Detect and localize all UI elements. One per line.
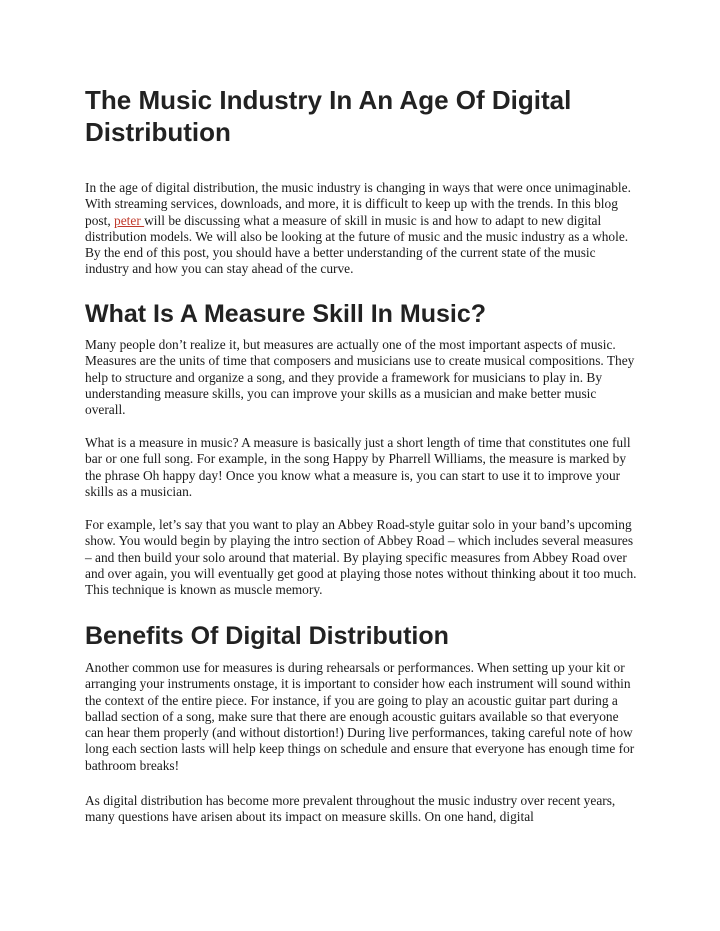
- page-title: The Music Industry In An Age Of Digital Distribution: [85, 85, 572, 147]
- intro-text-after-link: will be discussing what a measure of skill in music is and how to adapt to new digital distribution models. We will also be looking at the future of music and the music industry as a whole. By the end of this post, you should have a better understanding of the current state of the music industry and how you can stay ahead of the curve.: [85, 212, 629, 277]
- author-link[interactable]: peter: [114, 212, 145, 228]
- measure-paragraph-3: For example, let’s say that you want to play an Abbey Road-style guitar solo in your band’s upcoming show. You would begin by playing the intro section of Abbey Road – which includes several measures – and then build your solo around that material. By playing specific measures from Abbey Road over and over again, you will eventually get good at playing those notes without thinking about it too much. This technique is known as muscle memory.: [85, 517, 637, 598]
- intro-text-before-link: In the age of digital distribution, the music industry is changing in ways that were once unimaginable. With streaming services, downloads, and more, it is difficult to keep up with the trends. In this blog post,: [85, 180, 631, 228]
- intro-paragraph: [85, 180, 637, 278]
- section-heading-measure-skill: What Is A Measure Skill In Music?: [85, 300, 487, 328]
- measure-paragraph-1: Many people don’t realize it, but measures are actually one of the most important aspects of music. Measures are the units of time that composers and musicians use to create musical compositions. They help to structure and organize a song, and they provide a framework for musicians to play in. By understanding measure skills, you can improve your skills as a musician and make better music overall.: [85, 337, 635, 418]
- distribution-paragraph-2: As digital distribution has become more prevalent throughout the music industry over recent years, many questions have arisen about its impact on measure skills. On one hand, digital: [85, 793, 616, 825]
- measure-paragraph-2: What is a measure in music? A measure is basically just a short length of time that constitutes one full bar or one full song. For example, in the song Happy by Pharrell Williams, the measure is marked by the phrase Oh happy day! Once you know what a measure is, you can start to use it to improve your skills as a musician.: [85, 435, 631, 499]
- section-heading-digital-distribution: Benefits Of Digital Distribution: [85, 622, 449, 650]
- distribution-paragraph-1: Another common use for measures is during rehearsals or performances. When setting up your kit or arranging your instruments onstage, it is important to consider how each instrument will sound within the context of the entire piece. For instance, if you are going to play an acoustic guitar part during a ballad section of a song, make sure that there are enough acoustic guitars available so that everyone can hear them properly (and without distortion!) During live performances, taking careful note of how long each section lasts will help keep things on schedule and ensure that everyone has enough time for bathroom breaks!: [85, 660, 635, 773]
